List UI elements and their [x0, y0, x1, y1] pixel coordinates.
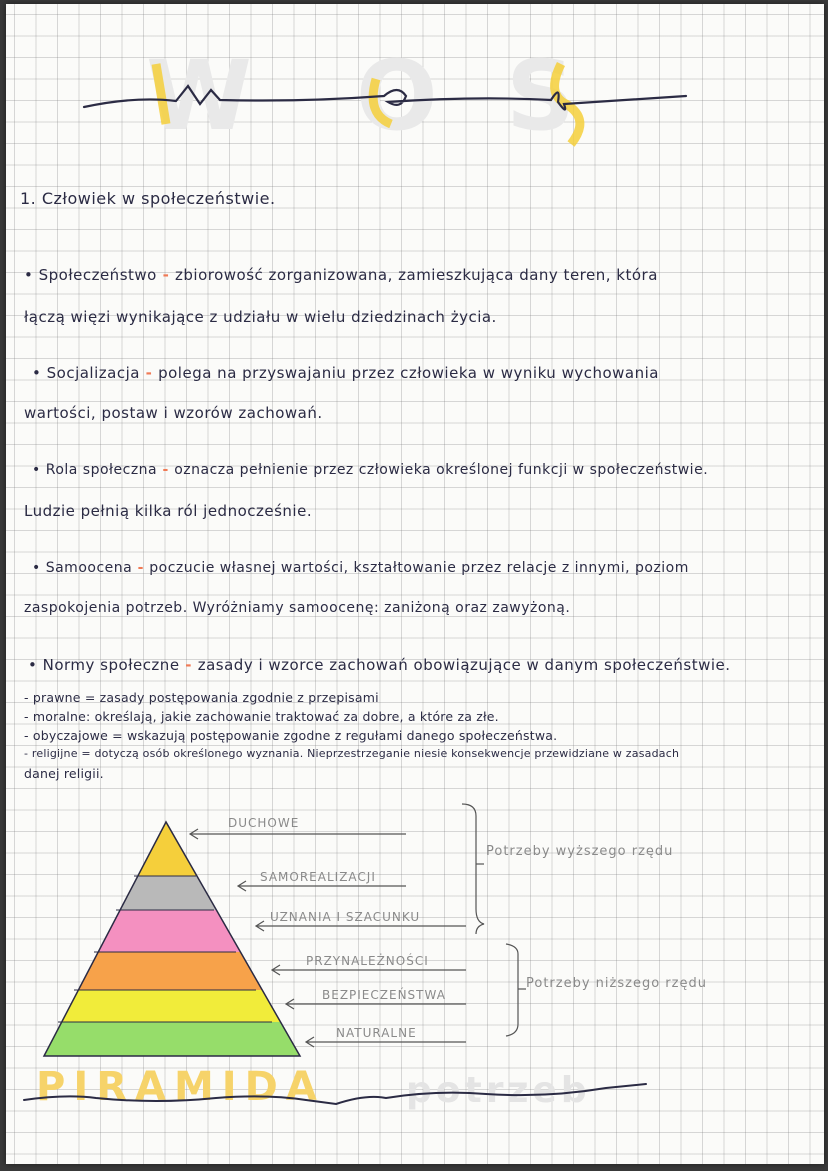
- footer-title-piramida: PIRAMIDA: [36, 1064, 325, 1110]
- definition-text: zbiorowość zorganizowana, zamieszkująca dany teren, która: [175, 266, 658, 284]
- term-label: Społeczeństwo: [38, 266, 157, 284]
- definition-rola: • Rola społeczna - oznacza pełnienie przez człowieka określonej funkcji w społeczeństwie.: [32, 462, 709, 478]
- pyramid-label-uznania: UZNANIA I SZACUNKU: [270, 910, 421, 924]
- pyramid-label-samorealizacji: SAMOREALIZACJI: [260, 870, 376, 884]
- definition-line: wartości, postaw i wzorów zachowań.: [24, 404, 323, 422]
- term-label: Normy społeczne: [42, 656, 180, 674]
- definition-text: oznacza pełnienie przez człowieka określonej funkcji w społeczeństwie.: [174, 462, 709, 478]
- higher-needs-label: Potrzeby wyższego rzędu: [486, 844, 674, 859]
- pyramid-level-naturalne: [36, 1022, 316, 1056]
- pyramid-level-duchowe: [36, 822, 316, 876]
- definition-normy: • Normy społeczne - zasady i wzorce zachowań obowiązujące w danym społeczeństwie.: [28, 656, 731, 674]
- definition-text: poczucie własnej wartości, kształtowanie przez relacje z innymi, poziom: [149, 560, 689, 576]
- footer-decoration: [6, 1064, 824, 1124]
- definition-socjalizacja: • Socjalizacja - polega na przyswajaniu przez człowieka w wyniku wychowania: [32, 364, 659, 382]
- definition-spoleczenstwo: • Społeczeństwo - zbiorowość zorganizowana, zamieszkująca dany teren, która: [24, 266, 658, 284]
- definition-text: zasady i wzorce zachowań obowiązujące w danym społeczeństwie.: [197, 656, 731, 674]
- norm-item: danej religii.: [24, 766, 104, 781]
- lower-needs-label: Potrzeby niższego rzędu: [526, 976, 707, 991]
- section-heading: 1. Człowiek w społeczeństwie.: [20, 189, 276, 208]
- norm-item: - obyczajowe = wskazują postępowanie zgodne z regułami danego społeczeństwa.: [24, 728, 558, 743]
- definition-line: zaspokojenia potrzeb. Wyróżniamy samoocenę: zaniżoną oraz zawyżoną.: [24, 600, 571, 616]
- norm-item: - moralne: określają, jakie zachowanie traktować za dobre, a które za złe.: [24, 709, 499, 724]
- notebook-page: [6, 4, 824, 1164]
- norm-item: - prawne = zasady postępowania zgodnie z przepisami: [24, 690, 379, 705]
- title-letter-w-bg: W: [146, 40, 252, 152]
- pyramid-label-duchowe: DUCHOWE: [228, 816, 300, 830]
- definition-line: łączą więzi wynikające z udziału w wielu dziedzinach życia.: [24, 308, 497, 326]
- footer-title-potrzeb: potrzeb: [406, 1070, 591, 1111]
- definition-text: polega na przyswajaniu przez człowieka w wyniku wychowania: [158, 364, 659, 382]
- norm-item: - religijne = dotyczą osób określonego wyznania. Nieprzestrzeganie niesie konsekwencje przewidziane w zasadach: [24, 747, 680, 760]
- term-label: Socjalizacja: [46, 364, 140, 382]
- definition-line: Ludzie pełnią kilka ról jednocześnie.: [24, 502, 313, 520]
- pyramid-level-bezpieczenstwa: [36, 990, 316, 1022]
- pyramid-label-bezpieczenstwa: BEZPIECZEŃSTWA: [322, 988, 446, 1002]
- term-label: Samoocena: [45, 560, 133, 576]
- pyramid-label-naturalne: NATURALNE: [336, 1026, 417, 1040]
- pyramid-label-przynaleznosci: PRZYNALEŻNOŚCI: [306, 954, 429, 968]
- term-label: Rola społeczna: [45, 462, 158, 478]
- title-letter-s-bg: S: [506, 40, 576, 152]
- title-letter-o-bg: O: [356, 40, 438, 152]
- definition-samoocena: • Samoocena - poczucie własnej wartości, kształtowanie przez relacje z innymi, poziom: [32, 560, 689, 576]
